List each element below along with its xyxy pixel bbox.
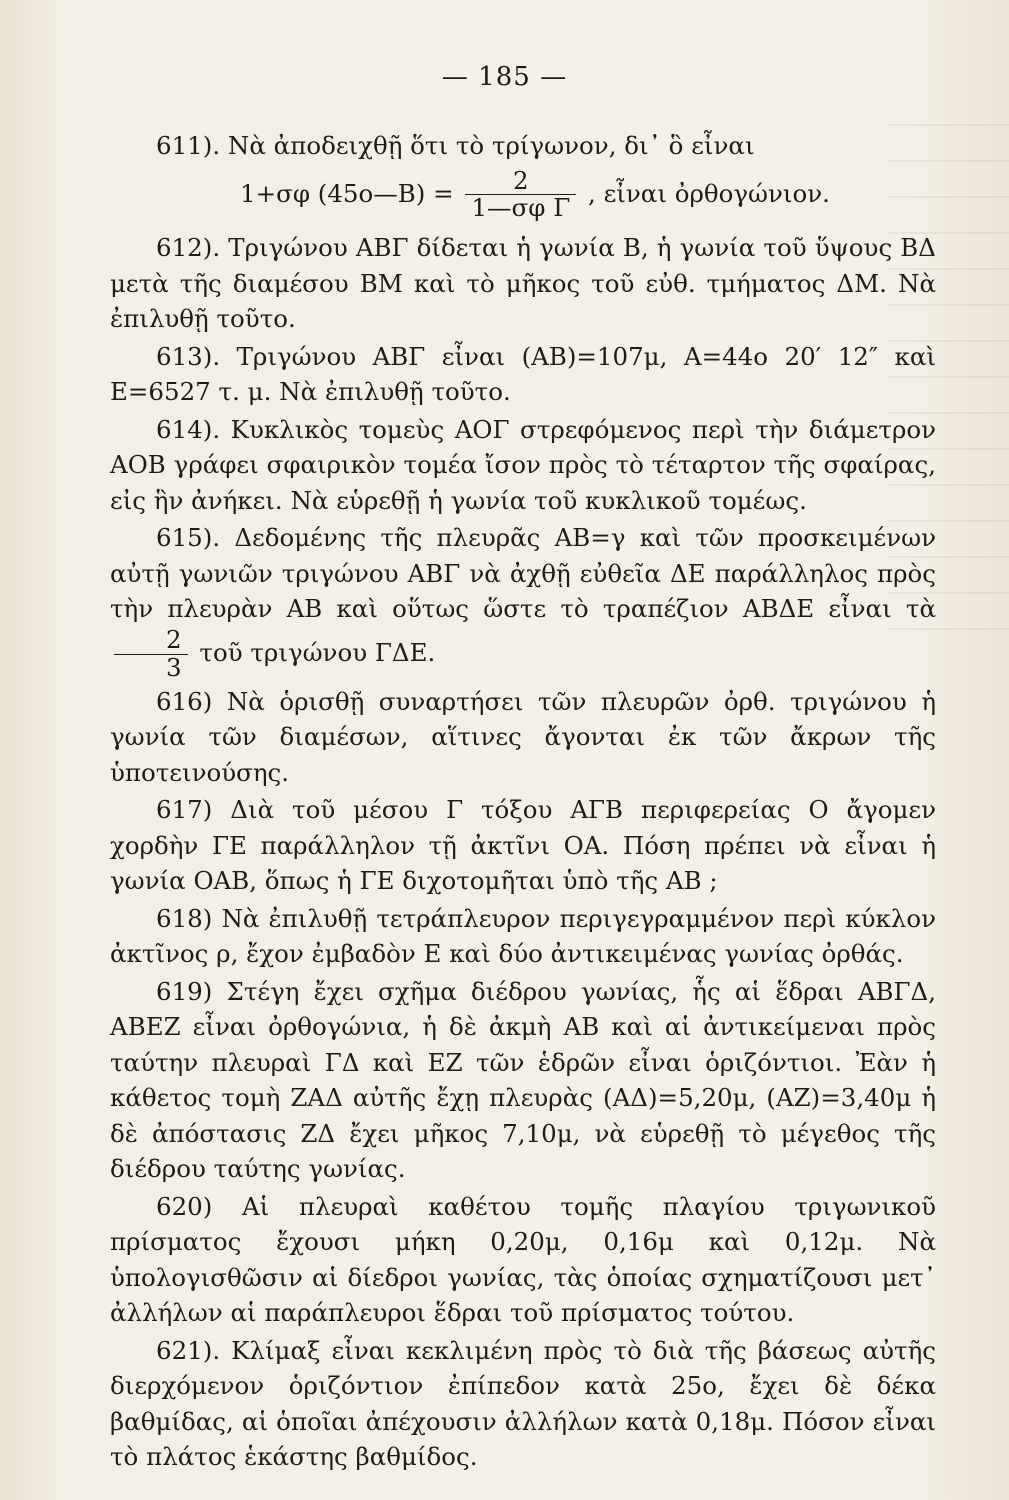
formula-denominator: 1—σφ Γ [471, 193, 571, 223]
fraction-denominator: 3 [166, 652, 182, 682]
problem-number: 619) [156, 976, 213, 1006]
problem-tail: τοῦ τριγώνου ΓΔΕ. [199, 637, 436, 667]
problem-number: 613). [156, 341, 221, 371]
fraction-numerator: 2 [114, 627, 188, 655]
problem-text: Δεδομένης τῆς πλευρᾶς ΑΒ=γ καὶ τῶν προσκειμένων αὐτῇ γωνιῶν τριγώνου ΑΒΓ νὰ ἀχθῇ εὐθεῖα ΔΕ παράλληλος πρὸς τὴν πλευρὰν ΑΒ καὶ οὕτως ὥστε τὸ τραπέζιον ΑΒΔΕ εἶναι τὰ [110, 523, 936, 624]
problem-text: Τριγώνου ΑΒΓ δίδεται ἡ γωνία Β, ἡ γωνία τοῦ ὕψους ΒΔ μετὰ τῆς διαμέσου ΒΜ καὶ τὸ μῆκος τοῦ εὐθ. τμήματος ΔΜ. Νὰ ἐπιλυθῇ τοῦτο. [110, 233, 936, 334]
page-number: — 185 — [441, 62, 568, 92]
problem-text: Νὰ ὁρισθῇ συναρτήσει τῶν πλευρῶν ὀρθ. τριγώνου ἡ γωνία τῶν διαμέσων, αἵτινες ἄγονται ἐκ τῶν ἄκρων τῆς ὑποτεινούσης. [110, 686, 936, 787]
formula-fraction [465, 165, 576, 223]
problem-620 [110, 1189, 936, 1331]
problem-613 [110, 339, 936, 410]
problem-621 [110, 1333, 936, 1475]
problem-text: Στέγη ἔχει σχῆμα διέδρου γωνίας, ἧς αἱ ἕδραι ΑΒΓΔ, ΑΒΕΖ εἶναι ὀρθογώνια, ἡ δὲ ἀκμὴ ΑΒ καὶ αἱ ἀντικείμεναι πρὸς ταύτην πλευραὶ ΓΔ καὶ ΕΖ τῶν ἑδρῶν εἶναι ὁριζόντιοι. Ἐὰν ἡ κάθετος τομὴ ΖΑΔ αὐτῆς ἔχῃ πλευρὰς (ΑΔ)=5,20μ, (ΑΖ)=3,40μ ἡ δὲ ἀπόστασις ΖΔ ἔχει μῆκος 7,10μ, νὰ εὑρεθῇ τὸ μέγεθος τῆς διέδρου ταύτης γωνίας. [110, 976, 937, 1184]
problem-number: 614). [156, 414, 221, 444]
problem-number: 621). [156, 1335, 221, 1365]
problem-text: Νὰ ἀποδειχθῇ ὅτι τὸ τρίγωνον, δι᾽ ὃ εἶναι [227, 131, 755, 160]
problem-611-formula [110, 165, 936, 223]
problem-number: 617) [156, 795, 213, 825]
problem-612 [110, 230, 936, 337]
problem-611 [110, 128, 936, 164]
problem-615 [110, 520, 936, 681]
problem-619 [110, 974, 936, 1187]
problem-text: Αἱ πλευραὶ καθέτου τομῆς πλαγίου τριγωνικοῦ πρίσματος ἔχουσι μήκη 0,20μ, 0,16μ καὶ 0,12μ. Νὰ ὑπολογισθῶσιν αἱ δίεδροι γωνίας, τὰς ὁποίας σχηματίζουσι μετ᾽ ἀλλήλων αἱ παράπλευροι ἕδραι τοῦ πρίσματος τούτου. [110, 1191, 937, 1328]
problems-body [110, 128, 936, 1477]
fraction-two-thirds [114, 624, 188, 682]
problem-text: Κλίμαξ εἶναι κεκλιμένη πρὸς τὸ διὰ τῆς βάσεως αὐτῆς διερχόμενον ὁριζόντιον ἐπίπεδον κατὰ 25ο, ἔχει δὲ δέκα βαθμίδας, αἱ ὁποῖαι ἀπέχουσιν ἀλλήλων κατὰ 0,18μ. Πόσον εἶναι τὸ πλάτος ἑκάστης βαθμίδος. [110, 1335, 936, 1472]
problem-number: 616) [156, 686, 213, 716]
problem-618 [110, 901, 936, 972]
problem-number: 620) [156, 1191, 213, 1221]
problem-number: 612). [156, 233, 221, 263]
problem-text: Διὰ τοῦ μέσου Γ τόξου ΑΓΒ περιφερείας Ο ἄγομεν χορδὴν ΓΕ παράλληλον τῇ ἀκτῖνι ΟΑ. Πόση πρέπει νὰ εἶναι ἡ γωνία ΟΑΒ, ὅπως ἡ ΓΕ διχοτομῆται ὑπὸ τῆς ΑΒ ; [110, 795, 936, 896]
problem-text: Τριγώνου ΑΒΓ εἶναι (ΑΒ)=107μ, Α=44ο 20′ 12″ καὶ Ε=6527 τ. μ. Νὰ ἐπιλυθῇ τοῦτο. [110, 341, 936, 407]
problem-617 [110, 792, 936, 899]
problem-number: 615). [156, 523, 221, 553]
problem-number: 618) [156, 903, 213, 933]
formula-numerator: 2 [465, 168, 576, 196]
problem-number: 611). [156, 131, 221, 160]
formula-rhs: , εἶναι ὀρθογώνιον. [588, 178, 830, 208]
problem-text: Νὰ ἐπιλυθῇ τετράπλευρον περιγεγραμμένον περὶ κύκλον ἀκτῖνος ρ, ἔχον ἐμβαδὸν Ε καὶ δύο ἀντικειμένας γωνίας ὀρθάς. [110, 903, 936, 969]
formula-lhs: 1+σφ (45ο—Β) = [240, 178, 454, 208]
problem-text: Κυκλικὸς τομεὺς ΑΟΓ στρεφόμενος περὶ τὴν διάμετρον ΑΟΒ γράφει σφαιρικὸν τομέα ἴσον πρὸς τὸ τέταρτον τῆς σφαίρας, εἰς ἣν ἀνήκει. Νὰ εὑρεθῇ ἡ γωνία τοῦ κυκλικοῦ τομέως. [110, 414, 936, 515]
problem-614 [110, 412, 936, 519]
problem-616 [110, 684, 936, 791]
